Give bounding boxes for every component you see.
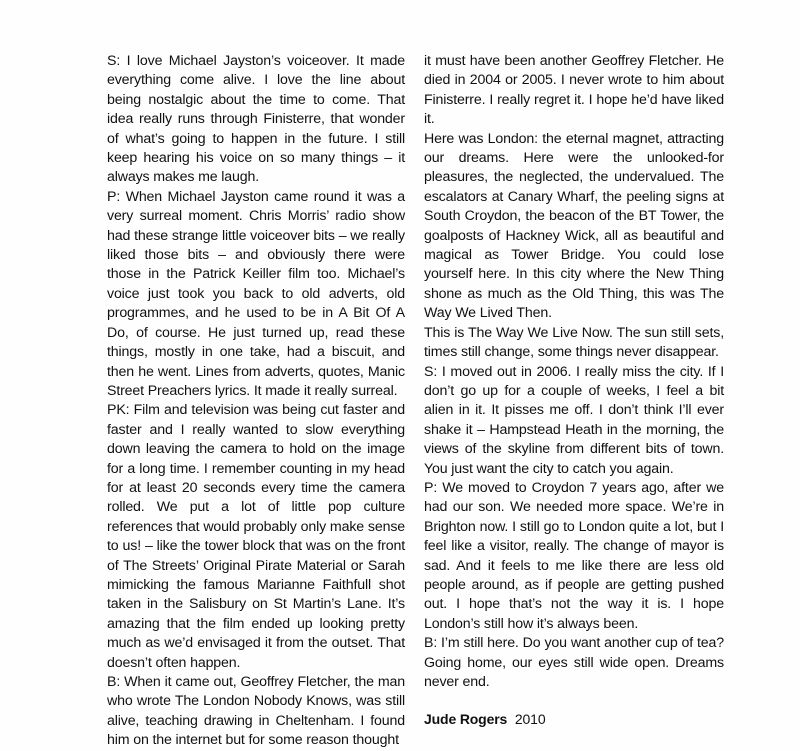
author-signature [424, 710, 724, 729]
paragraph-pk-film: PK: Film and television was being cut faster and faster and I really wanted to slow everything down leaving the camera to hold on the image for a long time. I remember counting in my head for at least 20 seconds every time the camera rolled. We put a lot of little pop culture references that would probably only make sense to us! – like the tower block that was on the front of The Streets’ Original Pirate Material or Sarah mimicking the famous Marianne Faithfull shot taken in the Salisbury on St Martin’s Lane. It’s amazing that the film ended up looking pretty much as we’d envisaged it from the outset. That doesn’t often happen. [107, 402, 405, 671]
paragraph-s-moved-out: S: I moved out in 2006. I really miss the city. If I don’t go up for a couple of weeks, I feel a bit alien in it. It pisses me off. I don’t think I’ll ever shake it – Hampstead Heath in the morning, the views of the skyline from different bits of town. You just want the city to catch you again. [424, 363, 724, 477]
right-column [424, 52, 724, 730]
paragraph-p-jayston: P: When Michael Jayston came round it was a very surreal moment. Chris Morris’ radio show had these strange little voiceover bits – we really liked those bits – and obviously there were those in the Patrick Keiller film too. Michael’s voice just took you back to old adverts, old programmes, and he used to be in A Bit Of A Do, of course. He just turned up, read these things, mostly in one take, had a biscuit, and then he went. Lines from adverts, quotes, Manic Street Preachers lyrics. It made it really surreal. [107, 188, 405, 399]
paragraph-b-still-here: B: I’m still here. Do you want another cup of tea? Going home, our eyes still wide open. Dreams never end. [424, 635, 724, 690]
paragraph-fletcher-continued: it must have been another Geoffrey Fletcher. He died in 2004 or 2005. I never wrote to him about Finisterre. I really regret it. I hope he’d have liked it. [424, 53, 724, 128]
author-name: Jude Rogers [424, 711, 508, 728]
signature-year: 2010 [514, 711, 546, 728]
paragraph-s-voiceover: S: I love Michael Jayston’s voiceover. It made everything come alive. I love the line about being nostalgic about the time to come. That idea really runs through Finisterre, that wonder of what’s going to happen in the future. I still keep hearing his voice on so many things – it always makes me laugh. [107, 53, 405, 186]
paragraph-here-was-london: Here was London: the eternal magnet, attracting our dreams. Here were the unlooked-for pleasures, the neglected, the undervalued. The escalators at Canary Wharf, the peeling signs at South Croydon, the beacon of the BT Tower, the goalposts of Hackney Wick, all as beautiful and magical as Tower Bridge. You could lose yourself here. In this city where the New Thing shone as much as the Old Thing, this was The Way We Lived Then. [424, 130, 724, 322]
left-column [107, 52, 405, 751]
paragraph-way-we-live-now: This is The Way We Live Now. The sun still sets, times still change, some things never disappear. [424, 324, 724, 361]
paragraph-b-fletcher: B: When it came out, Geoffrey Fletcher, the man who wrote The London Nobody Knows, was still alive, teaching drawing in Cheltenham. I found him on the internet but for some reason thought [107, 674, 405, 749]
paragraph-p-croydon: P: We moved to Croydon 7 years ago, after we had our son. We needed more space. We’re in Brighton now. I still go to London quite a lot, but I feel like a visitor, really. The change of mayor is sad. And it feels to me like there are less old people around, as if people are getting pushed out. I hope that’s not the way it is. I hope London’s still how it’s always been. [424, 479, 724, 632]
